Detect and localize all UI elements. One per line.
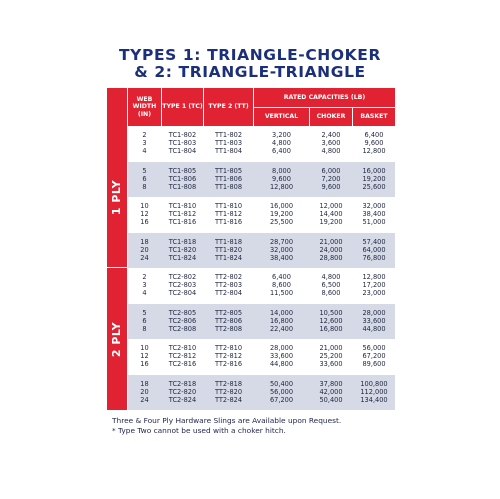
table-cell: 6,400 — [364, 131, 384, 139]
table-cell: TC1-803 — [168, 139, 197, 148]
table-cell: TT2-824 — [214, 395, 243, 404]
table-cell: TC2-810 — [168, 344, 197, 352]
column-choker — [310, 238, 352, 263]
table-cell: TC1-810 — [168, 202, 197, 210]
column-type2 — [204, 380, 253, 405]
table-cell: 21,000 — [319, 344, 343, 352]
header-corner — [107, 88, 127, 126]
table-cell: TC2-824 — [168, 395, 197, 404]
table-cell: 12,800 — [269, 182, 294, 191]
column-type1 — [162, 202, 203, 227]
table-cell: 18 — [140, 237, 149, 246]
column-width — [128, 202, 161, 227]
table-cell: TC1-805 — [168, 166, 197, 175]
header-type2: TYPE 2 (TT) — [204, 88, 253, 126]
table-cell: 56,000 — [269, 387, 294, 396]
table-cell: TT2-808 — [214, 324, 243, 333]
column-choker — [310, 167, 352, 192]
table-cell: 50,400 — [269, 379, 294, 388]
table-cell: 5 — [142, 308, 147, 317]
table-cell: 5 — [142, 166, 147, 175]
column-type1 — [162, 131, 203, 156]
column-basket — [353, 167, 395, 192]
column-type2 — [204, 344, 253, 369]
table-cell: 134,400 — [360, 395, 388, 404]
header-type1: TYPE 1 (TC) — [162, 88, 203, 126]
table-cell: 12 — [140, 210, 149, 219]
page-title-line2: & 2: TRIANGLE-TRIANGLE — [134, 63, 366, 81]
column-type2 — [204, 273, 253, 298]
table-cell: 28,800 — [319, 253, 343, 262]
header-web-width: WEB WIDTH (IN) — [128, 88, 161, 126]
table-cell: 12 — [140, 352, 149, 361]
table-cell: TC1-820 — [168, 245, 197, 254]
table-cell: 8 — [142, 324, 147, 333]
table-cell: TC2-806 — [168, 316, 197, 325]
column-vertical — [254, 273, 309, 298]
table-cell: TC1-808 — [168, 182, 197, 191]
column-width — [128, 131, 161, 156]
table-cell: 14,000 — [269, 308, 294, 317]
table-cell: 32,000 — [362, 202, 386, 210]
footnotes — [112, 416, 341, 436]
table-cell: 22,400 — [269, 324, 294, 333]
table-cell: 33,600 — [319, 360, 343, 369]
table-cell: 10 — [140, 344, 149, 352]
table-cell: 14,400 — [319, 210, 343, 219]
column-basket — [353, 238, 395, 263]
table-cell: 3 — [142, 281, 147, 290]
table-cell: TC2-802 — [168, 273, 197, 281]
table-cell: 16,000 — [362, 166, 386, 175]
table-cell: TC2-812 — [168, 352, 197, 361]
table-cell: 25,600 — [362, 182, 386, 191]
table-cell: 33,600 — [269, 352, 294, 361]
table-cell: 7,200 — [321, 174, 341, 183]
column-vertical — [254, 344, 309, 369]
column-type2 — [204, 238, 253, 263]
table-cell: 19,200 — [319, 218, 343, 227]
table-cell: 76,800 — [362, 253, 386, 262]
table-cell: TC2-804 — [168, 289, 197, 298]
table-cell: 6,500 — [321, 281, 341, 290]
column-choker — [310, 344, 352, 369]
table-cell: TC1-806 — [168, 174, 197, 183]
table-cell: 89,600 — [362, 360, 386, 369]
column-type1 — [162, 380, 203, 405]
table-cell: 67,200 — [362, 352, 386, 361]
table-cell: TT2-820 — [214, 387, 243, 396]
table-cell: TT1-804 — [214, 147, 243, 156]
table-cell: 8 — [142, 182, 147, 191]
table-cell: 12,000 — [319, 202, 343, 210]
table-cell: 16 — [140, 218, 149, 227]
note-ply-availability: Three & Four Ply Hardware Slings are Available upon Request. — [112, 416, 342, 425]
column-basket — [353, 131, 395, 156]
table-cell: 25,500 — [269, 218, 294, 227]
table-cell: TC1-824 — [168, 253, 197, 262]
table-cell: TC2-805 — [168, 308, 197, 317]
column-vertical — [254, 380, 309, 405]
section-label-1ply: 1 PLY — [107, 126, 127, 268]
table-cell: TT2-805 — [214, 308, 243, 317]
column-basket — [353, 344, 395, 369]
table-cell: 112,000 — [360, 387, 388, 396]
column-choker — [310, 202, 352, 227]
table-cell: TC2-820 — [168, 387, 197, 396]
column-type1 — [162, 167, 203, 192]
table-cell: 4,800 — [321, 273, 341, 281]
section-label-2ply: 2 PLY — [107, 268, 127, 410]
table-cell: 28,000 — [269, 344, 294, 352]
column-width — [128, 167, 161, 192]
table-cell: TT1-820 — [214, 245, 243, 254]
table-cell: 19,200 — [362, 174, 386, 183]
table-cell: TT1-803 — [214, 139, 243, 148]
table-cell: 42,000 — [319, 387, 343, 396]
table-cell: 16,800 — [319, 324, 343, 333]
column-vertical — [254, 202, 309, 227]
table-cell: 19,200 — [269, 210, 294, 219]
table-cell: 9,600 — [364, 139, 384, 148]
column-vertical — [254, 167, 309, 192]
table-cell: 10,500 — [319, 308, 343, 317]
column-width — [128, 309, 161, 334]
table-cell: 2 — [142, 131, 147, 139]
table-cell: TC1-802 — [168, 131, 197, 139]
table-cell: TT2-806 — [214, 316, 243, 325]
table-cell: 25,200 — [319, 352, 343, 361]
table-cell: TT2-803 — [214, 281, 243, 290]
table-cell: 6 — [142, 316, 147, 325]
table-cell: 9,600 — [321, 182, 341, 191]
table-cell: 8,600 — [272, 281, 291, 290]
table-cell: 24,000 — [319, 245, 343, 254]
table-cell: TT1-810 — [214, 202, 243, 210]
table-cell: 18 — [140, 379, 149, 388]
table-cell: TC2-808 — [168, 324, 197, 333]
column-type1 — [162, 238, 203, 263]
table-cell: 28,700 — [269, 237, 294, 246]
table-cell: 17,200 — [362, 281, 386, 290]
table-cell: 28,000 — [362, 308, 386, 317]
table-cell: 3,600 — [321, 139, 341, 148]
table-cell: TT2-810 — [214, 344, 243, 352]
table-cell: TT1-805 — [214, 166, 243, 175]
column-choker — [310, 273, 352, 298]
column-vertical — [254, 238, 309, 263]
header-choker: CHOKER — [310, 108, 352, 126]
header-basket: BASKET — [353, 108, 395, 126]
table-cell: 11,500 — [269, 289, 294, 298]
column-type2 — [204, 131, 253, 156]
column-basket — [353, 202, 395, 227]
table-cell: 8,600 — [321, 289, 341, 298]
table-cell: TT1-818 — [214, 237, 243, 246]
column-vertical — [254, 131, 309, 156]
table-cell: TT2-804 — [214, 289, 243, 298]
table-cell: 4,800 — [272, 139, 291, 148]
table-cell: 4 — [142, 147, 147, 156]
table-cell: TT1-812 — [214, 210, 243, 219]
table-cell: 6 — [142, 174, 147, 183]
column-type1 — [162, 344, 203, 369]
table-cell: 6,400 — [272, 147, 291, 156]
column-choker — [310, 309, 352, 334]
table-cell: 32,000 — [269, 245, 294, 254]
column-choker — [310, 380, 352, 405]
table-cell: TT2-816 — [214, 360, 243, 369]
table-cell: TT1-824 — [214, 253, 243, 262]
table-cell: 24 — [140, 395, 149, 404]
table-cell: 6,000 — [321, 166, 341, 175]
table-cell: 56,000 — [362, 344, 386, 352]
table-cell: TT2-818 — [214, 379, 243, 388]
column-type1 — [162, 273, 203, 298]
table-cell: TT1-816 — [214, 218, 243, 227]
column-basket — [353, 380, 395, 405]
table-cell: 21,000 — [319, 237, 343, 246]
column-vertical — [254, 309, 309, 334]
table-cell: TC1-804 — [168, 147, 197, 156]
column-basket — [353, 309, 395, 334]
table-cell: 44,800 — [269, 360, 294, 369]
table-cell: TC2-803 — [168, 281, 197, 290]
table-cell: TT1-808 — [214, 182, 243, 191]
table-cell: 16,000 — [269, 202, 294, 210]
table-cell: 38,400 — [362, 210, 386, 219]
column-width — [128, 344, 161, 369]
table-cell: 12,600 — [319, 316, 343, 325]
table-cell: 57,400 — [362, 237, 386, 246]
column-choker — [310, 131, 352, 156]
note-type-two: * Type Two cannot be used with a choker hitch. — [112, 426, 286, 435]
table-cell: 8,000 — [272, 166, 291, 175]
table-cell: 50,400 — [319, 395, 343, 404]
table-cell: 12,800 — [362, 273, 386, 281]
table-cell: TC1-818 — [168, 237, 197, 246]
table-cell: 67,200 — [269, 395, 294, 404]
column-type2 — [204, 309, 253, 334]
column-width — [128, 238, 161, 263]
table-cell: TT1-802 — [214, 131, 243, 139]
table-cell: 51,000 — [362, 218, 386, 227]
page-title-line1: TYPES 1: TRIANGLE-CHOKER — [118, 46, 381, 64]
column-type1 — [162, 309, 203, 334]
column-basket — [353, 273, 395, 298]
table-cell: 6,400 — [272, 273, 291, 281]
column-type2 — [204, 202, 253, 227]
section-divider — [107, 267, 127, 268]
table-cell: 16 — [140, 360, 149, 369]
table-cell: 3,200 — [272, 131, 291, 139]
table-cell: 4 — [142, 289, 147, 298]
table-cell: TT2-802 — [214, 273, 243, 281]
table-cell: TT1-806 — [214, 174, 243, 183]
table-cell: 44,800 — [362, 324, 386, 333]
table-cell: 20 — [140, 387, 149, 396]
table-cell: TT2-812 — [214, 352, 243, 361]
table-cell: 2 — [142, 273, 147, 281]
column-type2 — [204, 167, 253, 192]
column-width — [128, 380, 161, 405]
table-cell: 12,800 — [362, 147, 386, 156]
table-cell: 20 — [140, 245, 149, 254]
table-cell: 37,800 — [319, 379, 343, 388]
table-cell: 100,800 — [360, 379, 388, 388]
table-cell: 38,400 — [269, 253, 294, 262]
table-cell: 64,000 — [362, 245, 386, 254]
capacity-table — [107, 88, 395, 410]
table-cell: 23,000 — [362, 289, 386, 298]
table-cell: 4,800 — [321, 147, 341, 156]
column-width — [128, 273, 161, 298]
header-vertical: VERTICAL — [254, 108, 309, 126]
table-cell: 16,800 — [269, 316, 294, 325]
table-cell: 24 — [140, 253, 149, 262]
table-cell: 2,400 — [321, 131, 341, 139]
header-rated-capacities: RATED CAPACITIES (LB) — [254, 88, 395, 107]
table-cell: 10 — [140, 202, 149, 210]
table-cell: TC1-812 — [168, 210, 197, 219]
table-cell: 33,600 — [362, 316, 386, 325]
table-cell: TC1-816 — [168, 218, 197, 227]
table-cell: TC2-818 — [168, 379, 197, 388]
table-cell: 9,600 — [272, 174, 291, 183]
table-cell: TC2-816 — [168, 360, 197, 369]
table-cell: 3 — [142, 139, 147, 148]
